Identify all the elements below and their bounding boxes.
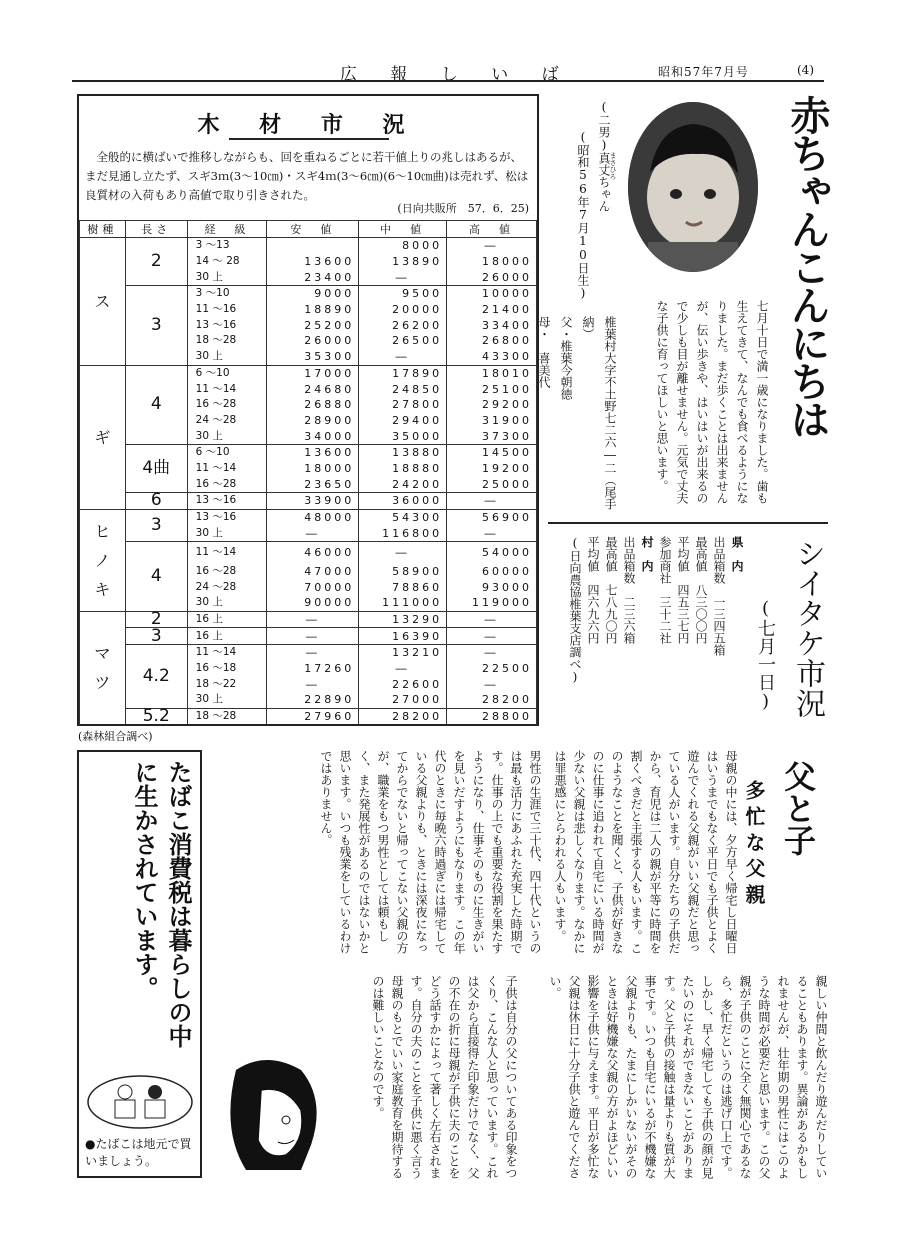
baby-father: 父・椎葉今朝徳 [559, 316, 573, 400]
mid-price-cell: 28200 [359, 708, 447, 724]
length-cell: 3 [125, 628, 187, 645]
header-low: 安 値 [267, 221, 359, 238]
issue-date: 昭和57年7月号 [658, 65, 749, 79]
diameter-cell: 30 上 [187, 349, 267, 365]
species-label: マ [94, 644, 111, 664]
diameter-cell: 14 ～ 28 [187, 254, 267, 270]
shiitake-date: (七月一日) [755, 598, 776, 712]
high-price-cell: 60000 [447, 564, 537, 580]
low-price-cell: 34000 [267, 428, 359, 444]
high-price-cell: 26800 [447, 333, 537, 349]
high-price-cell: 26000 [447, 269, 537, 285]
diameter-cell: 11 ～16 [187, 302, 267, 318]
table-row [80, 365, 537, 381]
mid-price-cell: 27000 [359, 692, 447, 708]
diameter-cell: 16 ～18 [187, 661, 267, 677]
low-price-cell: 90000 [267, 595, 359, 611]
low-price-cell: 9000 [267, 286, 359, 302]
baby-name-block [596, 100, 612, 310]
mid-price-cell: ― [359, 661, 447, 677]
diameter-cell: 30 上 [187, 428, 267, 444]
father-article-title: 父と子 [779, 760, 817, 856]
timber-intro: 全般的に横ばいで推移しながらも、回を重ねるごとに若干値上りの兆しはあるが、まだ見通し立たず、スギ3ｍ(3～10㎝)・スギ4ｍ(3～6㎝)(6～10㎝曲)は売れず、松は良質材の入荷もあり高値で取り引きされた。 [85, 150, 529, 202]
mid-price-cell: ― [359, 269, 447, 285]
father-article-col1: 母親の中には、夕方早く帰宅し日曜日はいうまでもなく平日でも子供とよく遊んでくれる父親がいい父親だと思っている人がいます。自分たちの子供だから、育児は二人の親が平等に時間を割くべきだと主張する人もいます。このようなことを聞くと、子供が好きなのに仕事に追われて自宅にいる時間が少ない父親は悲しくなります。なかには罪悪感にとらわれる人もいます。 [553, 750, 738, 954]
newsletter-title: 広 報 し い ば [340, 65, 573, 85]
baby-text: 七月十日で満一歳になりました。歯も生えてきて、なんでも食べるようになりました。まだ歩くことは出来ませんが、伝い歩きや、はいはいが出来るので少しも目が離せません。元気で丈夫な子供に育ってほしいと思います。 [655, 300, 769, 504]
mid-price-cell: 8000 [359, 238, 447, 254]
high-price-cell: ― [447, 628, 537, 645]
diameter-cell: 16 ～28 [187, 564, 267, 580]
species-label: ヒ [94, 521, 111, 541]
diameter-cell: 30 上 [187, 595, 267, 611]
shiitake-title: シイタケ市況 [790, 538, 825, 718]
baby-mother: 母・ 喜美代 [537, 316, 551, 388]
mid-price-cell: 13880 [359, 444, 447, 460]
diameter-cell: 30 上 [187, 692, 267, 708]
diameter-cell: 16 ～28 [187, 397, 267, 413]
tobacco-headline: たばこ消費税は暮らしの中に生かされています。 [130, 760, 192, 1048]
section-rule [548, 522, 828, 524]
low-price-cell: 28900 [267, 413, 359, 429]
high-price-cell: 21400 [447, 302, 537, 318]
low-price-cell: 46000 [267, 542, 359, 564]
header-length: 長さ [125, 221, 187, 238]
ken-label: 県 内 [730, 536, 744, 572]
baby-headline: 赤ちゃんこんにちは [784, 95, 830, 437]
high-price-cell: ― [447, 645, 537, 661]
low-price-cell: 33900 [267, 493, 359, 510]
mid-price-cell: 9500 [359, 286, 447, 302]
low-price-cell: 18000 [267, 461, 359, 477]
table-row [80, 645, 537, 661]
mid-price-cell: 29400 [359, 413, 447, 429]
mid-price-cell: 18880 [359, 461, 447, 477]
low-price-cell: ― [267, 611, 359, 628]
timber-price-table [79, 220, 537, 725]
mid-price-cell: 36000 [359, 493, 447, 510]
mid-price-cell: 22600 [359, 676, 447, 692]
mid-price-cell: 24850 [359, 381, 447, 397]
diameter-cell: 11 ～14 [187, 381, 267, 397]
diameter-cell: 11 ～14 [187, 461, 267, 477]
species-cell [80, 611, 126, 724]
mid-price-cell: 20000 [359, 302, 447, 318]
species-label: ツ [94, 673, 111, 693]
header-diameter: 経 級 [187, 221, 267, 238]
species-cell [80, 509, 126, 611]
diameter-cell: 18 ～28 [187, 333, 267, 349]
low-price-cell: 17260 [267, 661, 359, 677]
mid-price-cell: 58900 [359, 564, 447, 580]
diameter-cell: 6 ～10 [187, 365, 267, 381]
tobacco-shop-illustration [85, 1070, 195, 1130]
length-cell: 3 [125, 509, 187, 541]
son-item: 出品箱数 二三六箱 [622, 536, 636, 644]
baby-portrait [628, 102, 758, 272]
timber-title: 木 材 市 況 [197, 113, 421, 138]
length-cell: 5.2 [125, 708, 187, 724]
low-price-cell: 26880 [267, 397, 359, 413]
high-price-cell: 14500 [447, 444, 537, 460]
diameter-cell: 11 ～14 [187, 542, 267, 564]
table-row [80, 493, 537, 510]
mid-price-cell: ― [359, 349, 447, 365]
diameter-cell: 24 ～28 [187, 579, 267, 595]
length-cell: 2 [125, 238, 187, 286]
shiitake-body [552, 536, 746, 736]
length-cell: 6 [125, 493, 187, 510]
diameter-cell: 30 上 [187, 525, 267, 541]
high-price-cell: 18000 [447, 254, 537, 270]
header-species: 樹種 [80, 221, 126, 238]
son-label: 村 内 [640, 536, 654, 572]
mid-price-cell: 17890 [359, 365, 447, 381]
header-rule [72, 80, 824, 82]
low-price-cell: 18890 [267, 302, 359, 318]
species-cell [80, 365, 126, 509]
tobacco-footer: ●たばこは地元で買いましょう。 [85, 1137, 192, 1168]
length-cell: 4 [125, 542, 187, 612]
high-price-cell: 22500 [447, 661, 537, 677]
high-price-cell: 119000 [447, 595, 537, 611]
diameter-cell: 3 ～13 [187, 238, 267, 254]
timber-credit: (森林組合調べ) [78, 730, 153, 743]
high-price-cell: 10000 [447, 286, 537, 302]
length-cell: 4 [125, 365, 187, 444]
low-price-cell: ― [267, 676, 359, 692]
high-price-cell: ― [447, 611, 537, 628]
tobacco-ad-box [77, 750, 202, 1178]
diameter-cell: 16 ～28 [187, 476, 267, 492]
table-row [80, 444, 537, 460]
table-row [80, 542, 537, 564]
low-price-cell: 26000 [267, 333, 359, 349]
high-price-cell: 19200 [447, 461, 537, 477]
length-cell: 3 [125, 286, 187, 365]
diameter-cell: 6 ～10 [187, 444, 267, 460]
table-row [80, 708, 537, 724]
mid-price-cell: 27800 [359, 397, 447, 413]
high-price-cell: 28800 [447, 708, 537, 724]
species-label: キ [94, 579, 111, 599]
table-row [80, 238, 537, 254]
mid-price-cell: 35000 [359, 428, 447, 444]
mid-price-cell: 54300 [359, 509, 447, 525]
low-price-cell [267, 238, 359, 254]
high-price-cell: 29200 [447, 397, 537, 413]
high-price-cell: 25100 [447, 381, 537, 397]
low-price-cell: ― [267, 645, 359, 661]
low-price-cell: 35300 [267, 349, 359, 365]
high-price-cell: 18010 [447, 365, 537, 381]
mid-price-cell: 16390 [359, 628, 447, 645]
high-price-cell: 37300 [447, 428, 537, 444]
mid-price-cell: 26500 [359, 333, 447, 349]
father-article-col3: 親しい仲間と飲んだり遊んだりしていることもあります。異論があるかもしれませんが、壮年期の男性にはこのような時間が必要だと思います。この父親が子供のことに全く無関心であるなら、多忙だというのは逃げ口上です。しかし、早く帰宅しても子供の顔が見たいのにそれができないことがあります。父と子供の接触は量よりも質が大事です。いつも自宅にいるが不機嫌な父親よりも、たまにしかいないがそのときは好機嫌な父親の方がよほどいい影響を子供に与えます。平日が多忙な父親は休日に十分子供と遊んでください。 [548, 975, 828, 1179]
shiitake-credit: (日向農協椎葉支店調べ) [568, 536, 582, 684]
ken-item: 参加商社 三十二社 [658, 536, 672, 644]
table-row [80, 628, 537, 645]
low-price-cell: 25200 [267, 317, 359, 333]
high-price-cell: 28200 [447, 692, 537, 708]
mid-price-cell: 24200 [359, 476, 447, 492]
mid-price-cell: 111000 [359, 595, 447, 611]
table-row [80, 286, 537, 302]
ken-item: 平均値 四五三七円 [676, 536, 690, 644]
baby-birth: (昭和56年7月10日生) [576, 130, 590, 300]
ken-item: 最高値 八三〇〇円 [694, 536, 708, 644]
timber-title-rule [229, 138, 389, 140]
high-price-cell: ― [447, 493, 537, 510]
mid-price-cell: 116800 [359, 525, 447, 541]
diameter-cell: 30 上 [187, 269, 267, 285]
high-price-cell: 56900 [447, 509, 537, 525]
length-cell: 2 [125, 611, 187, 628]
mid-price-cell: 78860 [359, 579, 447, 595]
high-price-cell: 31900 [447, 413, 537, 429]
diameter-cell: 16 上 [187, 611, 267, 628]
species-label: ス [94, 291, 111, 311]
length-cell: 4.2 [125, 645, 187, 709]
diameter-cell: 13 ～16 [187, 509, 267, 525]
high-price-cell: 43300 [447, 349, 537, 365]
low-price-cell: 13600 [267, 444, 359, 460]
high-price-cell: ― [447, 238, 537, 254]
diameter-cell: 3 ～10 [187, 286, 267, 302]
father-article-col2: 男性の生涯で三十代、四十代というのは最も活力にあふれた充実した時期です。仕事の上でも重要な役割を果たすようになり、仕事そのものに生きがいを見いだすようにもなります。この年代のときに毎晩六時過ぎには帰宅している父親よりも、ときには深夜になってからでないと帰ってこない父親の方が、職業をもつ男性としては頼もしく、また発展性があるのではないかと思います。いつも残業をしているわけではありません。 [319, 750, 542, 954]
low-price-cell: ― [267, 525, 359, 541]
diameter-cell: 18 ～28 [187, 708, 267, 724]
high-price-cell: 54000 [447, 542, 537, 564]
low-price-cell: 22890 [267, 692, 359, 708]
low-price-cell: 47000 [267, 564, 359, 580]
mid-price-cell: 13890 [359, 254, 447, 270]
table-row [80, 509, 537, 525]
low-price-cell: 27960 [267, 708, 359, 724]
page-number: (4) [797, 63, 814, 77]
baby-photo [628, 102, 758, 272]
species-cell [80, 238, 126, 366]
low-price-cell: 24680 [267, 381, 359, 397]
low-price-cell: ― [267, 628, 359, 645]
diameter-cell: 11 ～14 [187, 645, 267, 661]
high-price-cell: 33400 [447, 317, 537, 333]
ken-item: 出品箱数 一三四五箱 [712, 536, 726, 656]
son-item: 最高値 七八九〇円 [604, 536, 618, 644]
father-article-subtitle: 多忙な父親 [742, 780, 766, 910]
son-item: 平均値 四六九六円 [586, 536, 600, 644]
length-cell: 4曲 [125, 444, 187, 492]
timber-market-box [77, 94, 539, 726]
baby-address: 椎葉村大字不土野七二六―二（尾手納） [581, 316, 617, 510]
diameter-cell: 13 ～16 [187, 317, 267, 333]
low-price-cell: 23650 [267, 476, 359, 492]
low-price-cell: 13600 [267, 254, 359, 270]
father-article-col4: 子供は自分の父についてある印象をつくり、こんな人と思っています。これは父から直接得た印象だけでなく、父の不在の折に母親が子供に夫のことをどう話すかによって著しく左右されます。自分の夫のことを子供に悪く言う母親のもとでいい家庭教育を期待するのは難しいことなのです。 [371, 975, 518, 1179]
species-label: ノ [94, 550, 111, 570]
mid-price-cell: 13210 [359, 645, 447, 661]
diameter-cell: 13 ～16 [187, 493, 267, 510]
low-price-cell: 48000 [267, 509, 359, 525]
baby-name-ruby: まさひろ [609, 152, 617, 180]
mid-price-cell: 13290 [359, 611, 447, 628]
high-price-cell: 25000 [447, 476, 537, 492]
header-high: 高 値 [447, 221, 537, 238]
mid-price-cell: ― [359, 542, 447, 564]
low-price-cell: 17000 [267, 365, 359, 381]
species-label: ギ [94, 427, 111, 447]
mid-price-cell: 26200 [359, 317, 447, 333]
diameter-cell: 16 上 [187, 628, 267, 645]
baby-parents [537, 316, 621, 516]
baby-name: (二男)真丈ちゃん [597, 100, 611, 212]
table-header-row [80, 221, 537, 238]
high-price-cell: ― [447, 676, 537, 692]
table-row [80, 611, 537, 628]
low-price-cell: 23400 [267, 269, 359, 285]
diameter-cell: 18 ～22 [187, 676, 267, 692]
diameter-cell: 24 ～28 [187, 413, 267, 429]
low-price-cell: 70000 [267, 579, 359, 595]
high-price-cell: ― [447, 525, 537, 541]
mother-illustration [206, 1050, 336, 1180]
timber-source: (日向共販所 57．6．25) [397, 202, 529, 215]
high-price-cell: 93000 [447, 579, 537, 595]
header-mid: 中 値 [359, 221, 447, 238]
